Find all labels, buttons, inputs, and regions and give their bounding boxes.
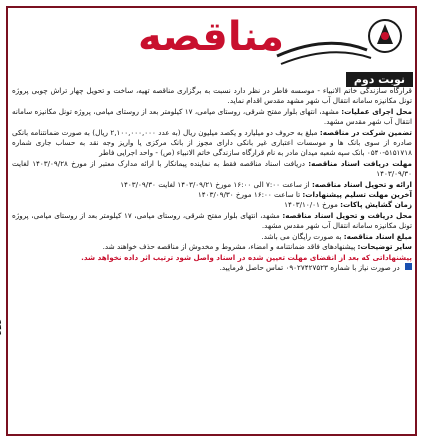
other-row <box>12 242 412 252</box>
other-label: سایر توضیحات: <box>357 242 412 252</box>
notice-header <box>8 8 415 86</box>
last-deadline-row <box>12 190 412 200</box>
submit-value: از ساعت ۷:۰۰ الی ۱۶:۰۰ مورخ ۱۴۰۳/۰۹/۲۱ لغایت ۱۴۰۳/۰۹/۳۰ <box>120 179 310 189</box>
newspaper-name <box>0 318 2 352</box>
deadline-value: دریافت اسناد مناقصه فقط به نماینده پیمانکار با ارائه مدارک معتبر از مورخ ۱۴۰۳/۰۹/۲۸ لغایت ۱۴۰۳/۰۹/۳۰ <box>12 158 412 179</box>
location-label: محل اجرای عملیات: <box>341 106 412 116</box>
notice-body <box>12 86 412 432</box>
contact-value: در صورت نیاز با شماره ۰۹۰۲۷۴۲۷۵۲۳ تماس حاصل فرمایید. <box>219 262 400 272</box>
notice-title: مناقصه <box>138 14 284 60</box>
deadline-label: مهلت دریافت اسناد مناقصه: <box>308 158 412 168</box>
place-label: محل دریافت و تحویل اسناد مناقصه: <box>282 210 412 220</box>
opening-label: زمان گشایش پاکات: <box>340 200 412 210</box>
submit-label: ارائه و تحویل اسناد مناقصه: <box>311 179 412 189</box>
last-deadline-value: تا ساعت ۱۶:۰۰ مورخ ۱۴۰۳/۰۹/۳۰ <box>197 190 301 200</box>
submit-row <box>12 180 412 190</box>
other-value: پیشنهادهای فاقد ضمانتنامه و امضاء، مشروط و مخدوش از مناقصه حذف خواهند شد. <box>102 242 356 252</box>
newspaper-side-strip <box>0 300 18 440</box>
location-value: مشهد، انتهای بلوار مفتح شرقی، روستای میامی، ۱۷ کیلومتر بعد از روستای میامی، پروژه تونل مکانیزه سامانه انتقال آب شهر مقدس مشهد. <box>12 106 412 127</box>
guarantee-label: تضمین شرکت در مناقصه: <box>319 127 412 137</box>
deadline-row <box>12 159 412 180</box>
round-badge: نوبت دوم <box>346 72 413 87</box>
price-value: به صورت رایگان می باشد. <box>261 231 342 241</box>
info-square-icon <box>405 263 412 270</box>
location-row <box>12 107 412 128</box>
opening-value: مورخ ۱۴۰۳/۱۰/۰۱ <box>284 200 338 210</box>
last-deadline-label: آخرین مهلت تسلیم پیشنهادات: <box>302 190 412 200</box>
price-label: مبلغ اسناد مناقصه: <box>343 231 412 241</box>
opening-row <box>12 200 412 210</box>
logo-emblem-icon <box>267 14 407 72</box>
organization-logo <box>267 14 407 72</box>
intro-text: قرارگاه سازندگی خاتم الانبیاء - موسسه فاطر در نظر دارد نسبت به برگزاری مناقصه تهیه، ساخت و تحویل چهار تراش چوبی پروژه تونل مکانیزه سامانه انتقال آب شهر مشهد مقدس اقدام نماید. <box>12 86 412 106</box>
price-row <box>12 232 412 242</box>
warning-text: پیشنهاداتی که بعد از انقضای مهلت تعیین شده در اسناد واصل شود ترتیب اثر داده نخواهد شد. <box>81 252 412 262</box>
contact-text <box>12 263 412 273</box>
guarantee-row <box>12 128 412 159</box>
guarantee-value: مبلغ به حروف دو میلیارد و یکصد میلیون ریال (به عدد ۲,۱۰۰,۰۰۰,۰۰۰ ریال) به صورت ضمانتنامه بانکی صادره از سوی بانک ها و موسسات اعتباری غیر بانکی دارای مجوز از بانک مرکزی یا واریز وجه نقد به حساب جاری شماره ۵۱۵۱۷۱۸-۰۵۴۰ بانک سپه شعبه میدان مادر به نام قرارگاه سازندگی خاتم الانبیاء (ص) - واحد اجرایی فاطر <box>12 127 412 158</box>
place-value: مشهد، انتهای بلوار مفتح شرقی، روستای میامی، ۱۷ کیلومتر بعد از روستای میامی، پروژه تونل مکانیزه سامانه انتقال آب شهر مقدس مشهد. <box>12 210 412 231</box>
place-row <box>12 211 412 232</box>
